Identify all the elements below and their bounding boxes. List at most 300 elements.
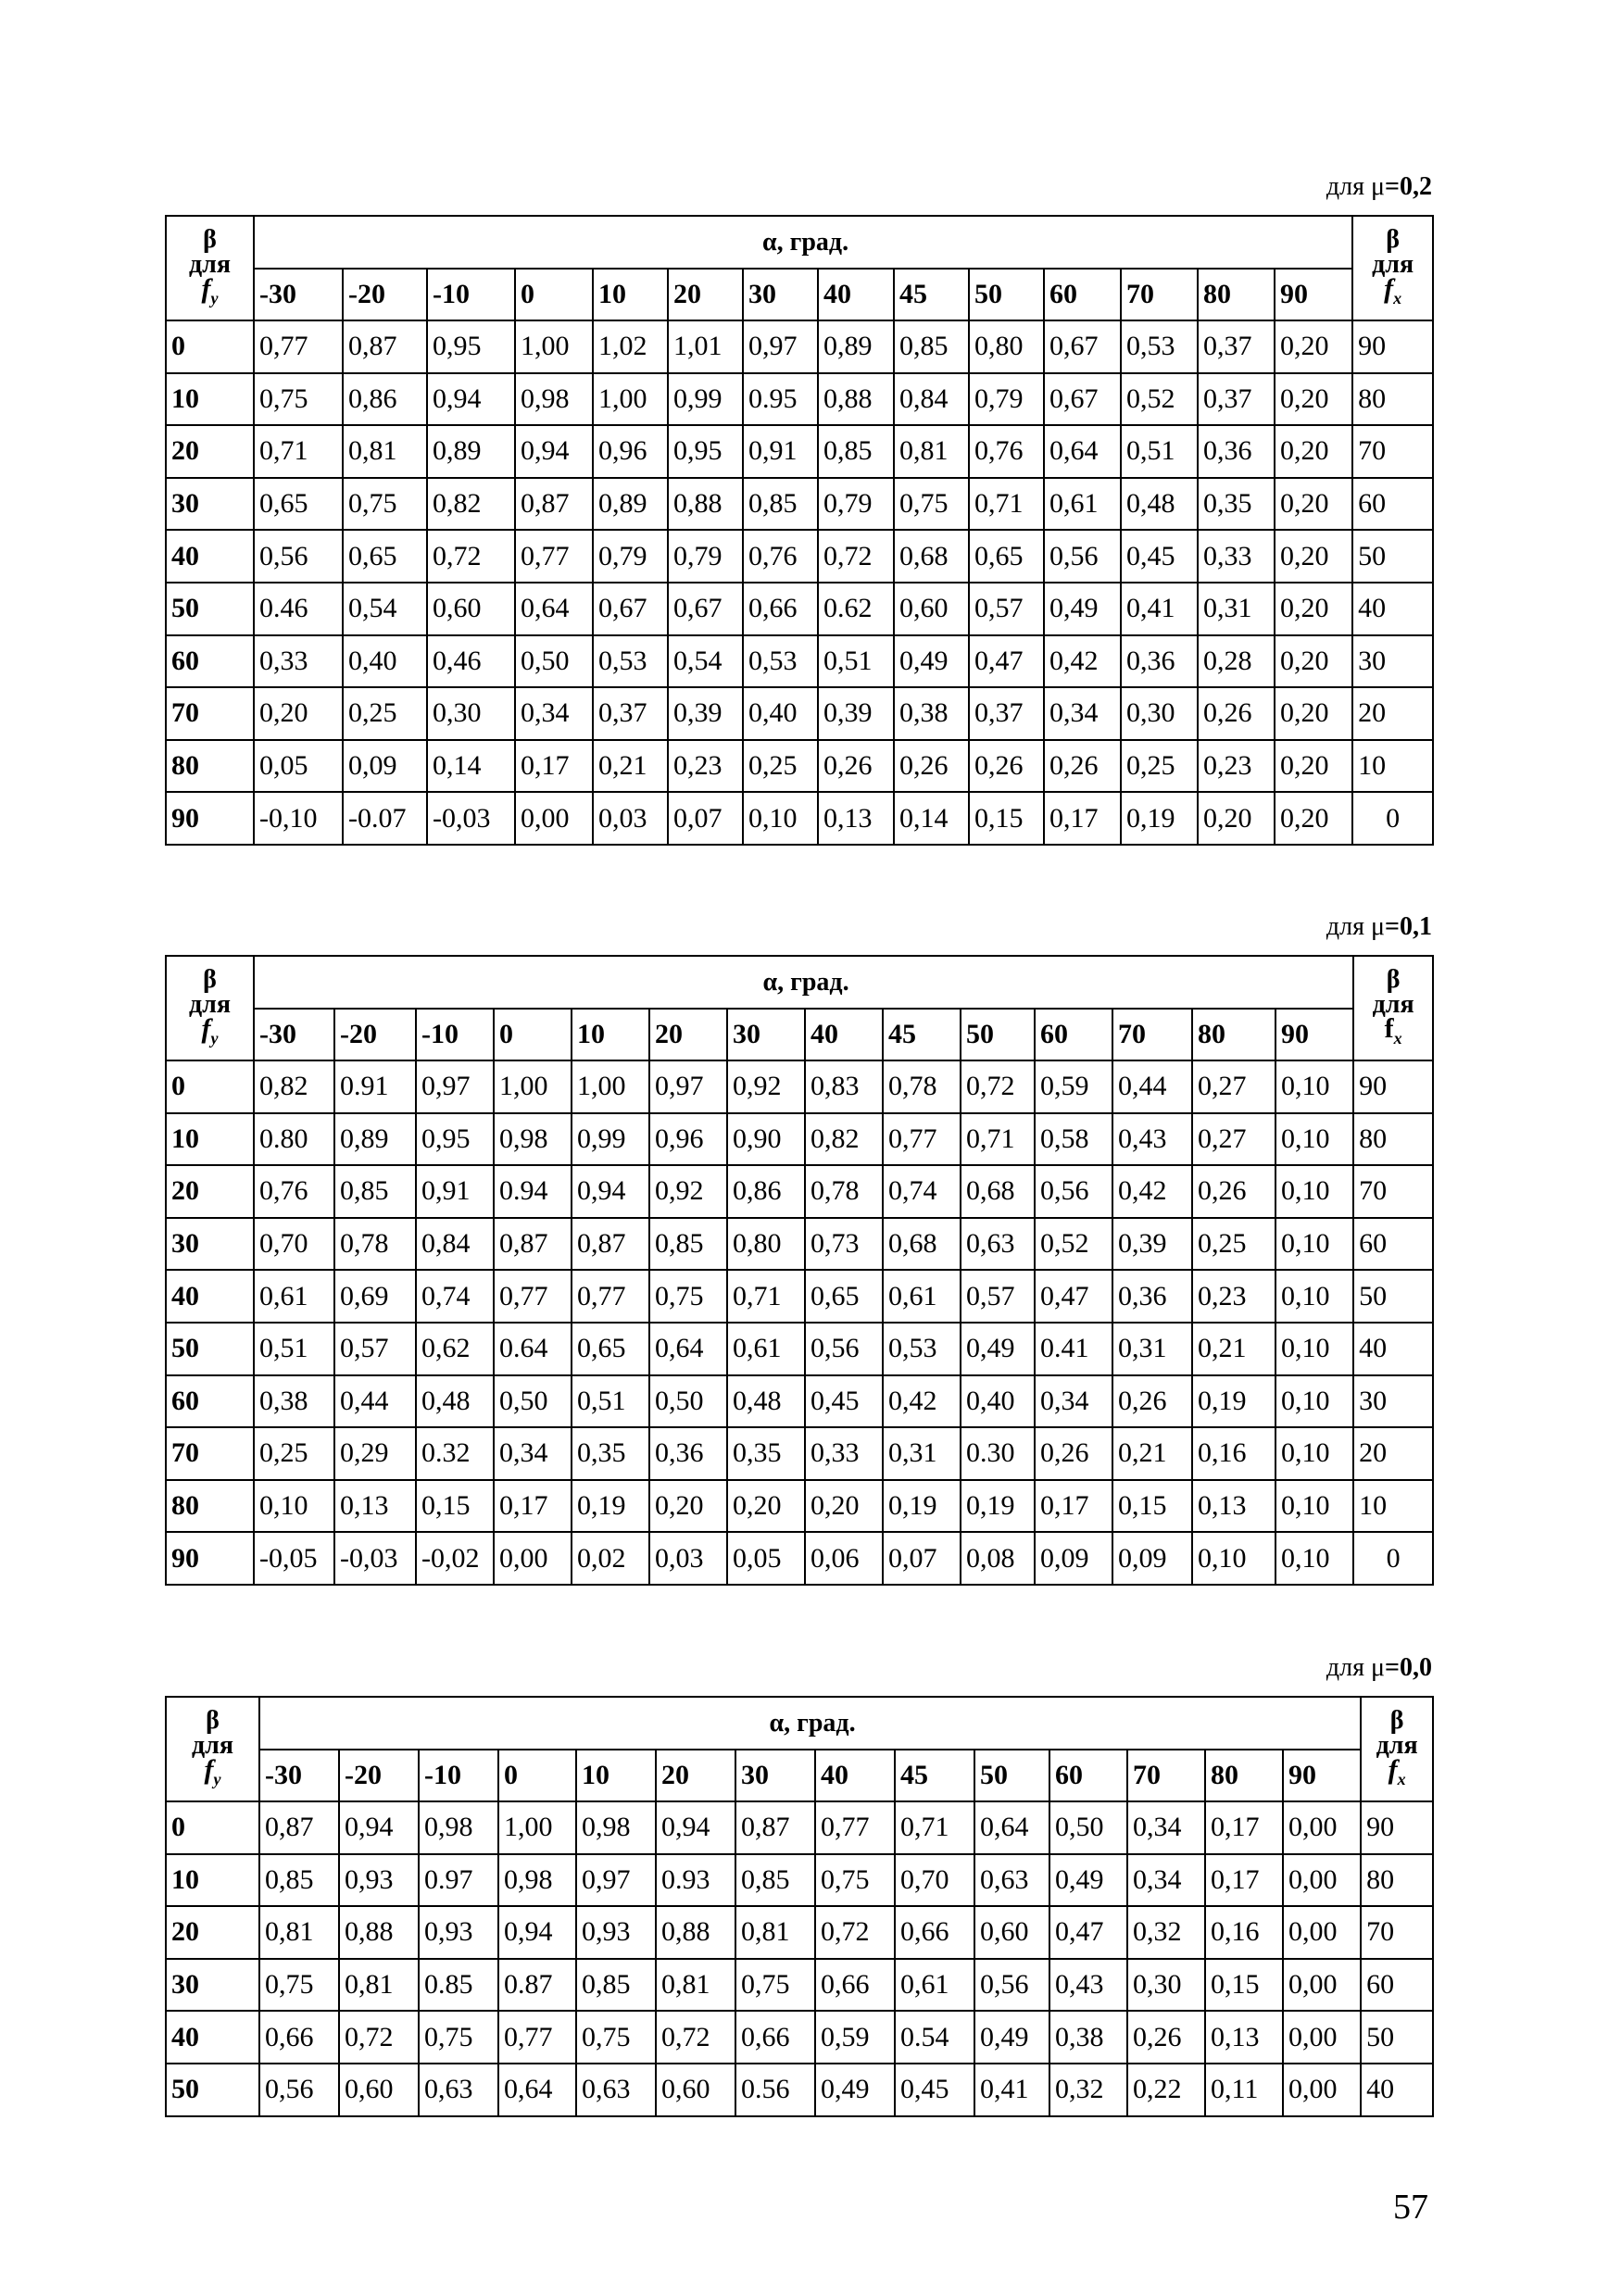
table-cell: 0,79 (668, 530, 743, 583)
table-cell: 0,87 (572, 1218, 649, 1271)
table-cell: 0,09 (343, 740, 427, 793)
table-cell: 0,03 (593, 792, 668, 845)
table-cell: 0,00 (1283, 1801, 1361, 1854)
beta-fy-value: 90 (166, 792, 254, 845)
table-cell: 0,75 (419, 2011, 498, 2064)
table-cell: 0,07 (668, 792, 743, 845)
table-cell: 0,10 (1275, 1060, 1353, 1113)
table-cell: 0,50 (494, 1375, 572, 1428)
table-cell: 0,30 (1127, 1959, 1205, 2012)
caption-value: =0,2 (1385, 172, 1432, 201)
caption-mu: μ (1371, 172, 1386, 201)
alpha-column-header: 40 (818, 269, 894, 320)
table-cell: 0,79 (818, 478, 894, 531)
alpha-column-header: 40 (815, 1750, 895, 1801)
table-cell: 0,16 (1205, 1906, 1283, 1959)
table-cell: -0.07 (343, 792, 427, 845)
table-cell: 0,94 (656, 1801, 735, 1854)
table-cell: 0,85 (743, 478, 818, 531)
table-cell: 1,00 (572, 1060, 649, 1113)
table-cell: 0,88 (656, 1906, 735, 1959)
beta-fy-header: β для $f_y$ (166, 1697, 259, 1801)
table-cell: 0.46 (254, 583, 343, 635)
caption-value: =0,0 (1385, 1653, 1432, 1682)
table-row (166, 1906, 1433, 1959)
table-cell: 0,67 (668, 583, 743, 635)
table-cell: 0,47 (1035, 1270, 1112, 1323)
table-cell: 0,36 (1121, 635, 1198, 688)
table-cell: 0.97 (419, 1854, 498, 1907)
table-cell: 0.93 (656, 1854, 735, 1907)
alpha-column-header: 50 (969, 269, 1044, 320)
table-cell: 0,31 (883, 1427, 961, 1480)
beta-fy-value: 90 (166, 1532, 254, 1585)
table-row (166, 1323, 1433, 1375)
table-cell: 0,32 (1127, 1906, 1205, 1959)
table-cell: 0,26 (969, 740, 1044, 793)
alpha-header: α, град. (254, 216, 1352, 269)
table-cell: 0,80 (727, 1218, 805, 1271)
table-cell: 0,36 (1198, 425, 1275, 478)
table-cell: 0,10 (1275, 1270, 1353, 1323)
table-cell: 0,14 (427, 740, 515, 793)
alpha-column-header: 30 (727, 1009, 805, 1060)
table-cell: 1,00 (515, 320, 593, 373)
table-cell: 0,72 (961, 1060, 1035, 1113)
table-cell: 0,28 (1198, 635, 1275, 688)
table-cell: 0,23 (668, 740, 743, 793)
table-cell: 0,81 (735, 1906, 815, 1959)
alpha-column-header: -20 (334, 1009, 416, 1060)
alpha-column-header: 0 (498, 1750, 576, 1801)
beta-fx-value: 40 (1352, 583, 1433, 635)
table-cell: 0,35 (572, 1427, 649, 1480)
table-cell: 0,93 (419, 1906, 498, 1959)
table-cell: 0,45 (895, 2064, 974, 2116)
table-cell: 0,85 (894, 320, 969, 373)
alpha-column-header: 60 (1049, 1750, 1127, 1801)
table-cell: 0,91 (743, 425, 818, 478)
table-cell: 0,49 (961, 1323, 1035, 1375)
alpha-column-header: 80 (1198, 269, 1275, 320)
caption-mu: μ (1371, 1653, 1386, 1682)
table-cell: 0,25 (254, 1427, 334, 1480)
table-cell: 0,00 (494, 1532, 572, 1585)
table-row (166, 373, 1433, 426)
table-cell: 0,10 (1275, 1165, 1353, 1218)
table-cell: 0,47 (969, 635, 1044, 688)
table-cell: 0,42 (1044, 635, 1121, 688)
table-cell: 0,20 (1275, 687, 1352, 740)
beta-fx-value: 90 (1353, 1060, 1433, 1113)
table-cell: 0,33 (805, 1427, 883, 1480)
table-row (166, 425, 1433, 478)
alpha-column-header: 70 (1112, 1009, 1192, 1060)
alpha-column-header: 40 (805, 1009, 883, 1060)
table-cell: 0,09 (1035, 1532, 1112, 1585)
table-cell: 0,48 (416, 1375, 494, 1428)
beta-fy-value: 70 (166, 1427, 254, 1480)
table-row (166, 1165, 1433, 1218)
table-cell: 0,20 (1275, 583, 1352, 635)
table-cell: 0,70 (254, 1218, 334, 1271)
table-cell: 0,20 (649, 1480, 727, 1533)
table-cell: 0,89 (427, 425, 515, 478)
beta-fy-value: 70 (166, 687, 254, 740)
table-cell: 0,66 (815, 1959, 895, 2012)
table-cell: 0,91 (416, 1165, 494, 1218)
table-cell: 0,20 (727, 1480, 805, 1533)
beta-fy-value: 20 (166, 1906, 259, 1959)
table-cell: 0,94 (427, 373, 515, 426)
table-cell: 0,13 (334, 1480, 416, 1533)
table-cell: 0,00 (1283, 1959, 1361, 2012)
beta-fy-value: 0 (166, 1801, 259, 1854)
alpha-column-header: 50 (974, 1750, 1049, 1801)
table-cell: 0,34 (515, 687, 593, 740)
caption-prefix: для (1326, 172, 1372, 201)
table-row (166, 1060, 1433, 1113)
table-cell: 0,76 (969, 425, 1044, 478)
table-cell: 0,68 (894, 530, 969, 583)
table-cell: 0,87 (343, 320, 427, 373)
table-row (166, 1218, 1433, 1271)
table-cell: 0,34 (1044, 687, 1121, 740)
table-cell: 0,00 (1283, 2011, 1361, 2064)
table-cell: 0,44 (334, 1375, 416, 1428)
table-cell: 0.41 (1035, 1323, 1112, 1375)
table-cell: 0,88 (339, 1906, 419, 1959)
table-cell: 0,19 (961, 1480, 1035, 1533)
beta-fy-value: 40 (166, 530, 254, 583)
table-cell: 0,81 (339, 1959, 419, 2012)
table-cell: 0,00 (1283, 2064, 1361, 2116)
table-cell: 0,81 (343, 425, 427, 478)
alpha-column-header: 70 (1121, 269, 1198, 320)
table-cell: 0,10 (254, 1480, 334, 1533)
table-cell: 0,71 (895, 1801, 974, 1854)
table-cell: 0,92 (727, 1060, 805, 1113)
table-cell: 0,20 (805, 1480, 883, 1533)
table-cell: 0,25 (343, 687, 427, 740)
table-cell: 0,19 (883, 1480, 961, 1533)
table-row (166, 1270, 1433, 1323)
table-cell: 0,85 (735, 1854, 815, 1907)
beta-fx-value: 80 (1352, 373, 1433, 426)
table-cell: 0,75 (343, 478, 427, 531)
alpha-column-header: 10 (593, 269, 668, 320)
beta-fx-header: β для $f_x$ (1361, 1697, 1433, 1801)
table-cell: 0,74 (883, 1165, 961, 1218)
table-cell: 0,49 (894, 635, 969, 688)
caption-prefix: для (1326, 1653, 1372, 1682)
alpha-column-header: 20 (668, 269, 743, 320)
table-cell: 0,95 (427, 320, 515, 373)
table-cell: 0,98 (515, 373, 593, 426)
table-cell: 0,75 (815, 1854, 895, 1907)
beta-fx-value: 20 (1352, 687, 1433, 740)
table-cell: 0,68 (883, 1218, 961, 1271)
table-cell: 1,00 (494, 1060, 572, 1113)
table-cell: 0,02 (572, 1532, 649, 1585)
table-cell: 0,52 (1121, 373, 1198, 426)
table-cell: 0,76 (743, 530, 818, 583)
table-cell: 0,93 (576, 1906, 656, 1959)
table-cell: 0,74 (416, 1270, 494, 1323)
table-cell: 0,61 (1044, 478, 1121, 531)
table-cell: 0,56 (254, 530, 343, 583)
alpha-header: α, град. (259, 1697, 1361, 1750)
table-cell: -0,03 (334, 1532, 416, 1585)
beta-fx-value: 70 (1361, 1906, 1433, 1959)
table-cell: 0,10 (1275, 1218, 1353, 1271)
table-row (166, 1480, 1433, 1533)
table-caption (1326, 172, 1432, 202)
beta-fy-value: 10 (166, 1854, 259, 1907)
table-cell: 0,13 (818, 792, 894, 845)
table-cell: 0,41 (1121, 583, 1198, 635)
table-cell: 0,51 (1121, 425, 1198, 478)
table-cell: 0,64 (515, 583, 593, 635)
table-cell: 0,94 (498, 1906, 576, 1959)
table-cell: 0,53 (1121, 320, 1198, 373)
table-cell: 0,62 (416, 1323, 494, 1375)
table-cell: 0,58 (1035, 1113, 1112, 1166)
table-cell: 0,87 (515, 478, 593, 531)
table-cell: 0,46 (427, 635, 515, 688)
table-row (166, 1427, 1433, 1480)
table-cell: 0,37 (969, 687, 1044, 740)
table-cell: 0,78 (805, 1165, 883, 1218)
beta-fx-value: 90 (1352, 320, 1433, 373)
table-cell: 0,53 (743, 635, 818, 688)
table-cell: 0,64 (974, 1801, 1049, 1854)
table-cell: 0,77 (815, 1801, 895, 1854)
table-cell: 0,57 (969, 583, 1044, 635)
table-cell: 0,87 (494, 1218, 572, 1271)
beta-fx-value: 40 (1353, 1323, 1433, 1375)
table-cell: 1,02 (593, 320, 668, 373)
table-cell: 0,85 (818, 425, 894, 478)
table-cell: 0,86 (727, 1165, 805, 1218)
table-cell: 0,65 (805, 1270, 883, 1323)
beta-fx-value: 50 (1361, 2011, 1433, 2064)
table-cell: 0,10 (1275, 1323, 1353, 1375)
table-cell: 0,26 (1192, 1165, 1275, 1218)
table-cell: 0.94 (494, 1165, 572, 1218)
table-cell: 0,56 (805, 1323, 883, 1375)
table-cell: 0,96 (649, 1113, 727, 1166)
beta-fy-value: 50 (166, 2064, 259, 2116)
table-cell: 0,60 (974, 1906, 1049, 1959)
table-cell: 0,49 (1044, 583, 1121, 635)
table-cell: 0,65 (969, 530, 1044, 583)
table-cell: 0,51 (254, 1323, 334, 1375)
table-cell: -0,10 (254, 792, 343, 845)
table-cell: 0,60 (339, 2064, 419, 2116)
table-cell: 0,17 (494, 1480, 572, 1533)
beta-fx-value: 60 (1361, 1959, 1433, 2012)
table-cell: 0,21 (593, 740, 668, 793)
table-cell: 0.91 (334, 1060, 416, 1113)
alpha-column-header: -10 (416, 1009, 494, 1060)
alpha-column-header: 0 (494, 1009, 572, 1060)
table-cell: 0,49 (815, 2064, 895, 2116)
table-cell: 0,27 (1192, 1113, 1275, 1166)
table-cell: 0,77 (254, 320, 343, 373)
table-cell: 0,60 (656, 2064, 735, 2116)
table-cell: 0,60 (894, 583, 969, 635)
table-cell: 0,38 (1049, 2011, 1127, 2064)
table-cell: 0,89 (818, 320, 894, 373)
table-cell: 0,69 (334, 1270, 416, 1323)
caption-prefix: для (1326, 912, 1372, 941)
table-cell: 0,20 (1275, 373, 1352, 426)
table-cell: 1,00 (593, 373, 668, 426)
table-cell: 0,40 (343, 635, 427, 688)
beta-fx-value: 80 (1361, 1854, 1433, 1907)
table-cell: 0,39 (668, 687, 743, 740)
table-cell: 0,65 (572, 1323, 649, 1375)
table-cell: 0,23 (1198, 740, 1275, 793)
table-cell: 0,38 (894, 687, 969, 740)
table-cell: 0,31 (1198, 583, 1275, 635)
table-cell: 0,08 (961, 1532, 1035, 1585)
table-cell: 0,15 (416, 1480, 494, 1533)
table-cell: 0,77 (883, 1113, 961, 1166)
table-cell: 0,77 (494, 1270, 572, 1323)
table-cell: 0,29 (334, 1427, 416, 1480)
alpha-column-header: -10 (427, 269, 515, 320)
table-cell: 0,05 (254, 740, 343, 793)
alpha-column-header: 60 (1044, 269, 1121, 320)
beta-fx-value: 0 (1352, 792, 1433, 845)
table-row (166, 1801, 1433, 1854)
table-cell: 0,99 (572, 1113, 649, 1166)
table-cell: 0,32 (1049, 2064, 1127, 2116)
beta-fy-header: β для $f_y$ (166, 956, 254, 1060)
alpha-column-header: 10 (576, 1750, 656, 1801)
beta-fx-header: β для $f_x$ (1352, 216, 1433, 320)
beta-fy-value: 60 (166, 1375, 254, 1428)
table-cell: 0,88 (818, 373, 894, 426)
table-cell: 0,26 (1198, 687, 1275, 740)
table-cell: 0,79 (593, 530, 668, 583)
table-cell: 1,01 (668, 320, 743, 373)
table-cell: 0,45 (1121, 530, 1198, 583)
table-cell: 0,25 (743, 740, 818, 793)
table-cell: 0,64 (649, 1323, 727, 1375)
table-cell: 0,39 (818, 687, 894, 740)
beta-fy-value: 40 (166, 1270, 254, 1323)
table-cell: 0,81 (259, 1906, 339, 1959)
table-row (166, 583, 1433, 635)
table-row (166, 792, 1433, 845)
table-cell: 0,25 (1121, 740, 1198, 793)
alpha-column-header: 20 (656, 1750, 735, 1801)
table-cell: 0.87 (498, 1959, 576, 2012)
table-cell: 0,20 (1275, 792, 1352, 845)
table-cell: 0,19 (572, 1480, 649, 1533)
table-cell: 0,68 (961, 1165, 1035, 1218)
table-cell: 0,95 (416, 1113, 494, 1166)
alpha-column-header: 80 (1192, 1009, 1275, 1060)
table-row (166, 1959, 1433, 2012)
table-cell: 0,30 (1121, 687, 1198, 740)
beta-fy-value: 10 (166, 373, 254, 426)
table-row (166, 2011, 1433, 2064)
beta-fx-value: 0 (1353, 1532, 1433, 1585)
beta-fy-value: 50 (166, 1323, 254, 1375)
alpha-column-header: 60 (1035, 1009, 1112, 1060)
table-cell: 0,93 (339, 1854, 419, 1907)
table-cell: 0,26 (1127, 2011, 1205, 2064)
table-cell: 0,17 (1205, 1801, 1283, 1854)
table-cell: 0,87 (259, 1801, 339, 1854)
alpha-column-header: 10 (572, 1009, 649, 1060)
beta-fy-value: 20 (166, 425, 254, 478)
table-cell: 0,97 (743, 320, 818, 373)
table-cell: 0,97 (576, 1854, 656, 1907)
alpha-column-header: 30 (735, 1750, 815, 1801)
table-cell: 0,40 (743, 687, 818, 740)
table-cell: 0,17 (1205, 1854, 1283, 1907)
table-cell: 0.54 (895, 2011, 974, 2064)
table-cell: 0,73 (805, 1218, 883, 1271)
table-cell: 0,98 (494, 1113, 572, 1166)
table-cell: 0,07 (883, 1532, 961, 1585)
table-cell: 0,92 (649, 1165, 727, 1218)
table-cell: 0.62 (818, 583, 894, 635)
coefficient-table (165, 955, 1434, 1586)
table-cell: 0,85 (259, 1854, 339, 1907)
table-cell: 0,75 (576, 2011, 656, 2064)
table-cell: 0,15 (969, 792, 1044, 845)
beta-fy-value: 50 (166, 583, 254, 635)
table-row (166, 687, 1433, 740)
table-cell: 0,71 (969, 478, 1044, 531)
table-cell: 0,72 (656, 2011, 735, 2064)
table-cell: 0,86 (343, 373, 427, 426)
table-cell: 0,61 (254, 1270, 334, 1323)
table-cell: 0,71 (254, 425, 343, 478)
table-cell: 0.95 (743, 373, 818, 426)
table-cell: 0,57 (961, 1270, 1035, 1323)
table-cell: 0,22 (1127, 2064, 1205, 2116)
alpha-column-header: -30 (254, 1009, 334, 1060)
beta-fx-value: 50 (1352, 530, 1433, 583)
alpha-column-header: 20 (649, 1009, 727, 1060)
table-cell: 0,50 (1049, 1801, 1127, 1854)
table-cell: 0,98 (576, 1801, 656, 1854)
beta-fx-value: 70 (1353, 1165, 1433, 1218)
table-cell: 0,52 (1035, 1218, 1112, 1271)
alpha-column-header: 70 (1127, 1750, 1205, 1801)
beta-fy-value: 30 (166, 1959, 259, 2012)
table-cell: 0,21 (1112, 1427, 1192, 1480)
table-cell: 0,34 (1035, 1375, 1112, 1428)
table-cell: 0,40 (961, 1375, 1035, 1428)
table-cell: 0,94 (339, 1801, 419, 1854)
alpha-column-header: -30 (254, 269, 343, 320)
table-cell: 0.85 (419, 1959, 498, 2012)
beta-fx-value: 80 (1353, 1113, 1433, 1166)
alpha-column-header: 50 (961, 1009, 1035, 1060)
table-cell: 0,63 (961, 1218, 1035, 1271)
table-cell: 0,20 (1275, 635, 1352, 688)
table-cell: 0,11 (1205, 2064, 1283, 2116)
beta-fx-header: β для $f_x$ (1353, 956, 1433, 1060)
